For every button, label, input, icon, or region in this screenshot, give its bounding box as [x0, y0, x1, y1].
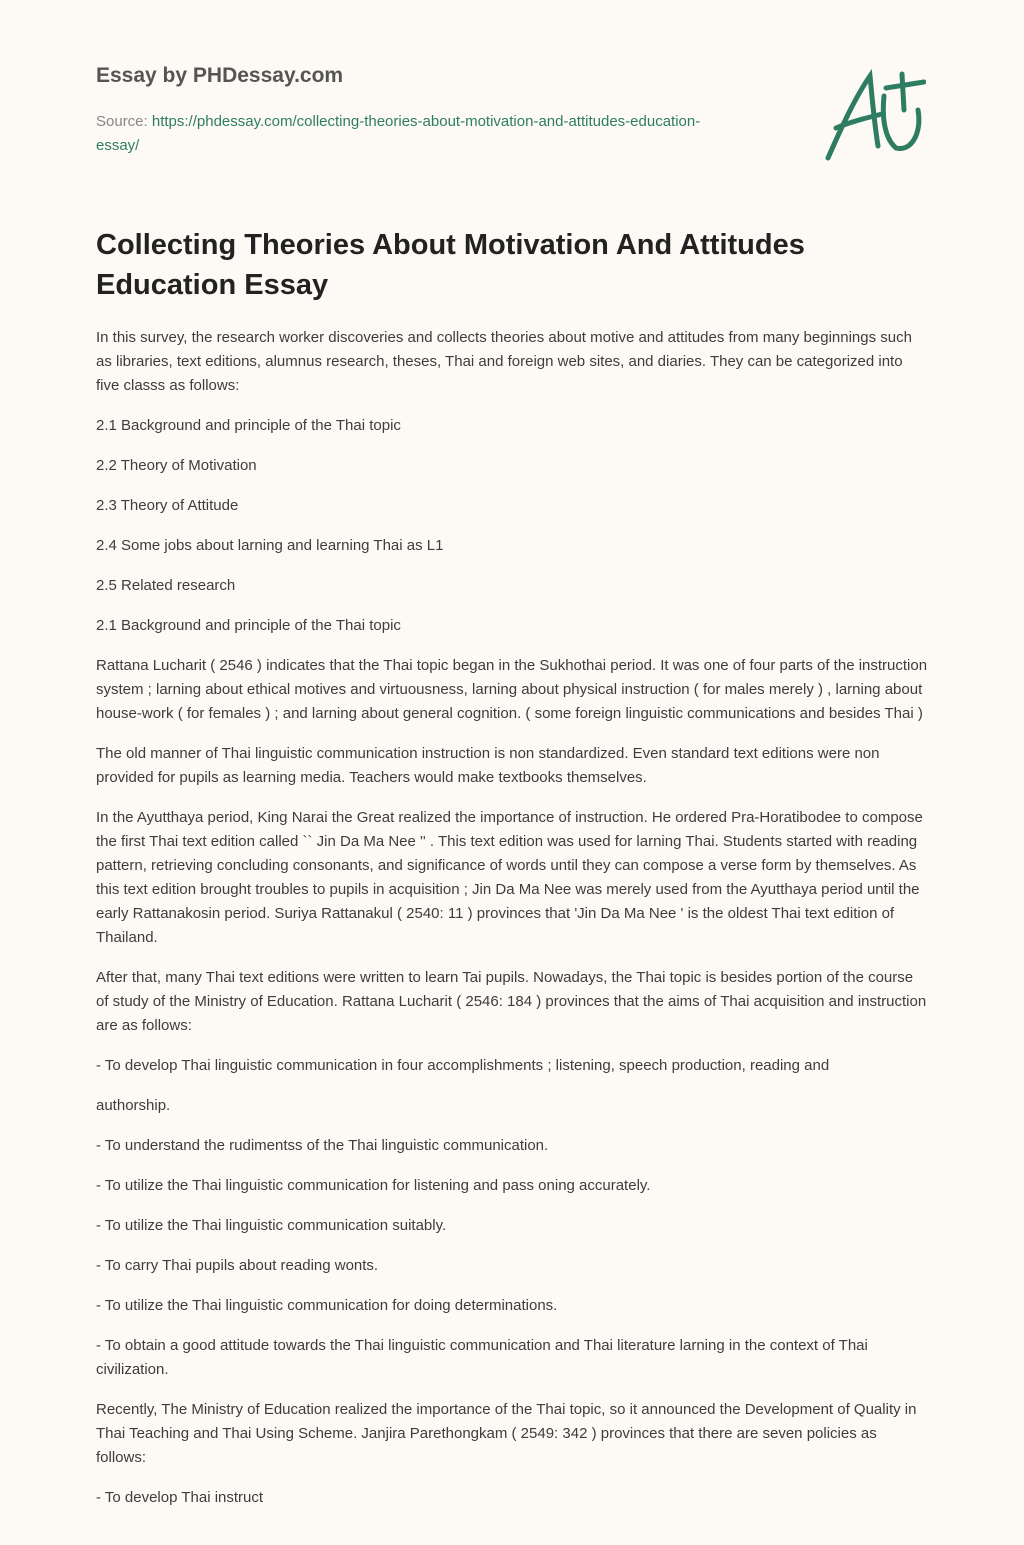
section-item: 2.3 Theory of Attitude [96, 497, 239, 514]
site-brand: Essay by PHDessay.com [96, 64, 344, 87]
list-item: - To develop Thai linguistic communication in four accomplishments ; listening, speech production, reading and [96, 1057, 830, 1074]
list-item: - To utilize the Thai linguistic communication for listening and pass oning accurately. [96, 1177, 651, 1194]
list-item: authorship. [96, 1097, 171, 1114]
source-line [96, 110, 736, 158]
paragraph: After that, many Thai text editions were written to learn Tai pupils. Nowadays, the Thai topic is besides portion of the course of study of the Ministry of Education. Rattana Lucharit ( 2546: 184 ) provinces that the aims of Thai acquisition and instruction are as follows: [96, 969, 927, 1034]
essay-body [96, 326, 928, 1526]
section-item: 2.5 Related research [96, 577, 236, 594]
list-item: - To utilize the Thai linguistic communication for doing determinations. [96, 1297, 558, 1314]
list-item: - To carry Thai pupils about reading wonts. [96, 1257, 379, 1274]
section-item: 2.4 Some jobs about larning and learning Thai as L1 [96, 537, 444, 554]
intro-paragraph: In this survey, the research worker discoveries and collects theories about motive and attitudes from many beginnings such as libraries, text editions, alumnus research, theses, Thai and foreign web sites, and diaries. They can be categorized into five classs as follows: [96, 329, 912, 394]
section-item: 2.2 Theory of Motivation [96, 457, 257, 474]
section-heading: 2.1 Background and principle of the Thai topic [96, 617, 401, 634]
source-label: Source: [96, 113, 152, 130]
source-link[interactable]: https://phdessay.com/collecting-theories-about-motivation-and-attitudes-education-essay/ [96, 113, 701, 154]
list-item: - To obtain a good attitude towards the Thai linguistic communication and Thai literature larning in the context of Thai civilization. [96, 1337, 868, 1378]
paragraph: Rattana Lucharit ( 2546 ) indicates that the Thai topic began in the Sukhothai period. It was one of four parts of the instruction system ; larning about ethical motives and virtuousness, larning about physical instruction ( for males merely ) , larning about house-work ( for females ) ; and larning about general cognition. ( some foreign linguistic communications and besides Thai ) [96, 657, 928, 722]
list-item: - To develop Thai instruct [96, 1489, 264, 1506]
paragraph: Recently, The Ministry of Education realized the importance of the Thai topic, so it announced the Development of Quality in Thai Teaching and Thai Using Scheme. Janjira Parethongkam ( 2549: 342 ) provinces that there are seven policies as follows: [96, 1401, 917, 1466]
list-item: - To understand the rudimentss of the Thai linguistic communication. [96, 1137, 549, 1154]
paragraph: In the Ayutthaya period, King Narai the Great realized the importance of instruction. He ordered Pra-Horatibodee to compose the first Thai text edition called `` Jin Da Ma Nee '' . This text edition was used for larning Thai. Students started with reading pattern, retrieving concluding consonants, and significance of words until they can compose a verse form by themselves. As this text edition brought troubles to pupils in acquisition ; Jin Da Ma Nee was merely used from the Ayutthaya period until the early Rattanakosin period. Suriya Rattanakul ( 2540: 11 ) provinces that 'Jin Da Ma Nee ' is the oldest Thai text edition of Thailand. [96, 809, 923, 946]
list-item: - To utilize the Thai linguistic communication suitably. [96, 1217, 447, 1234]
a-plus-logo-icon [822, 66, 926, 164]
essay-title: Collecting Theories About Motivation And Attitudes Education Essay [96, 229, 805, 301]
paragraph: The old manner of Thai linguistic communication instruction is non standardized. Even standard text editions were non provided for pupils as learning media. Teachers would make textbooks themselves. [96, 745, 880, 786]
section-item: 2.1 Background and principle of the Thai topic [96, 417, 401, 434]
